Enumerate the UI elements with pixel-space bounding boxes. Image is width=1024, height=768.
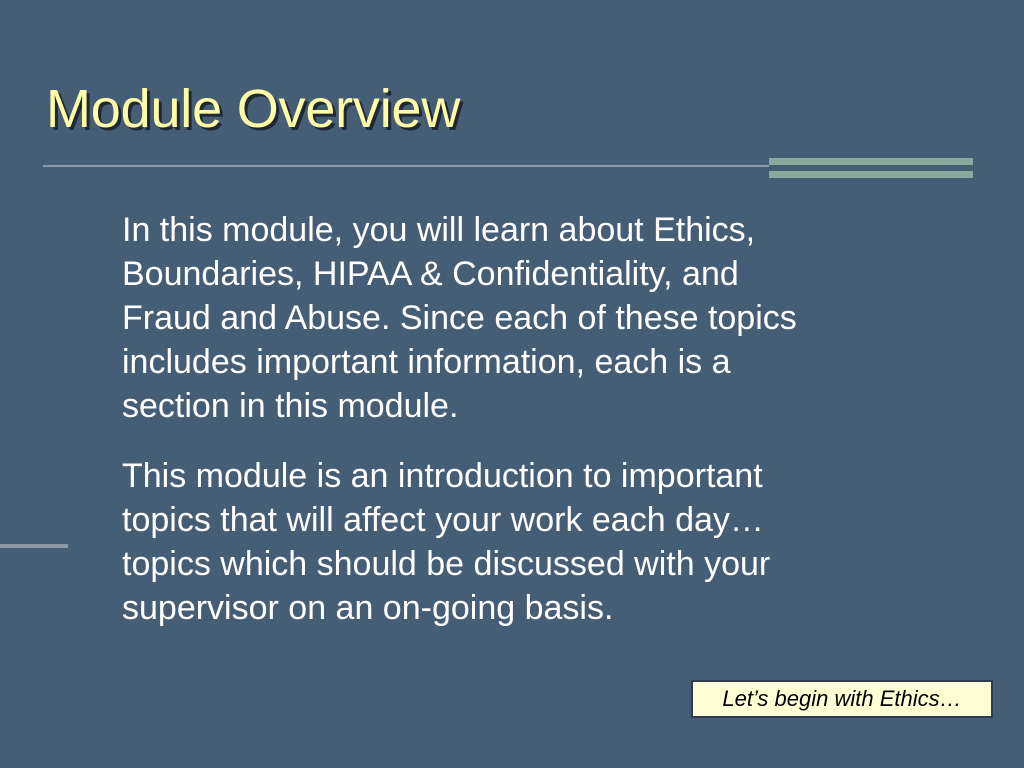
ethics-callout-box: Let’s begin with Ethics… xyxy=(691,680,993,718)
slide-body xyxy=(122,208,942,630)
title-divider-line xyxy=(43,165,769,167)
introduction-paragraph: This module is an introduction to important topics that will affect your work each day… topics which should be discussed with your supervisor on an on-going basis. xyxy=(122,457,771,627)
accent-bar-bottom xyxy=(769,171,973,178)
slide-title: Module Overview xyxy=(46,79,461,139)
accent-bar-top xyxy=(769,158,973,165)
left-decorative-dash xyxy=(0,544,68,548)
intro-paragraph: In this module, you will learn about Ethics, Boundaries, HIPAA & Confidentiality, and Fraud and Abuse. Since each of these topics includes important information, each is a section in this module. xyxy=(122,211,797,425)
